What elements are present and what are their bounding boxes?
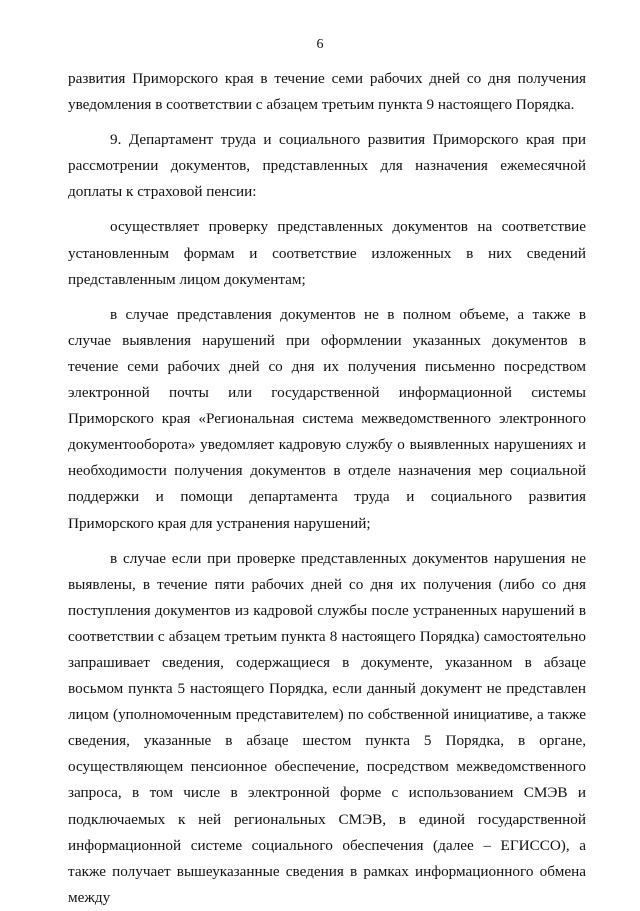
paragraph-verification: осуществляет проверку представленных документов на соответствие установленным формам и соответствие изложенных в них сведений представленным лицом документам; [68, 218, 586, 288]
paragraph-no-violations: в случае если при проверке представленных документов нарушения не выявлены, в течение пяти рабочих дней со дня их получения (либо со дня поступления документов из кадровой службы после устраненных нарушений в соответствии с абзацем третьим пункта 8 настоящего Порядка) самостоятельно запрашивает сведения, содержащиеся в документе, указанном в абзаце восьмом пункта 5 настоящего Порядка, если данный документ не представлен лицом (уполномоченным представителем) по собственной инициативе, а также сведения, указанные в абзаце шестом пункта 5 Порядка, в органе, осуществляющем пенсионное обеспечение, посредством межведомственного запроса, в том числе в электронной форме с использованием СМЭВ и подключаемых к ней региональных СМЭВ, в единой государственной информационной системе социального обеспечения (далее – ЕГИССО), а также получает вышеуказанные сведения в рамках информационного обмена между [68, 549, 586, 906]
paragraph-item-9: 9. Департамент труда и социального развития Приморского края при рассмотрении документов, представленных для назначения ежемесячной доплаты к страховой пенсии: [68, 131, 586, 201]
page-number: 6 [316, 37, 324, 52]
paragraph-continuation: развития Приморского края в течение семи рабочих дней со дня получения уведомления в соответствии с абзацем третьим пункта 9 настоящего Порядка. [68, 70, 586, 114]
paragraph-incomplete-documents: в случае представления документов не в полном объеме, а также в случае выявления нарушений при оформлении указанных документов в течение семи рабочих дней со дня их получения письменно посредством электронной почты или государственной информационной системы Приморского края «Региональная система межведомственного электронного документооборота» уведомляет кадровую службу о выявленных нарушениях и необходимости получения документов в отделе назначения мер социальной поддержки и помощи департамента труда и социального развития Приморского края для устранения нарушений; [68, 305, 586, 532]
document-body [68, 66, 586, 911]
